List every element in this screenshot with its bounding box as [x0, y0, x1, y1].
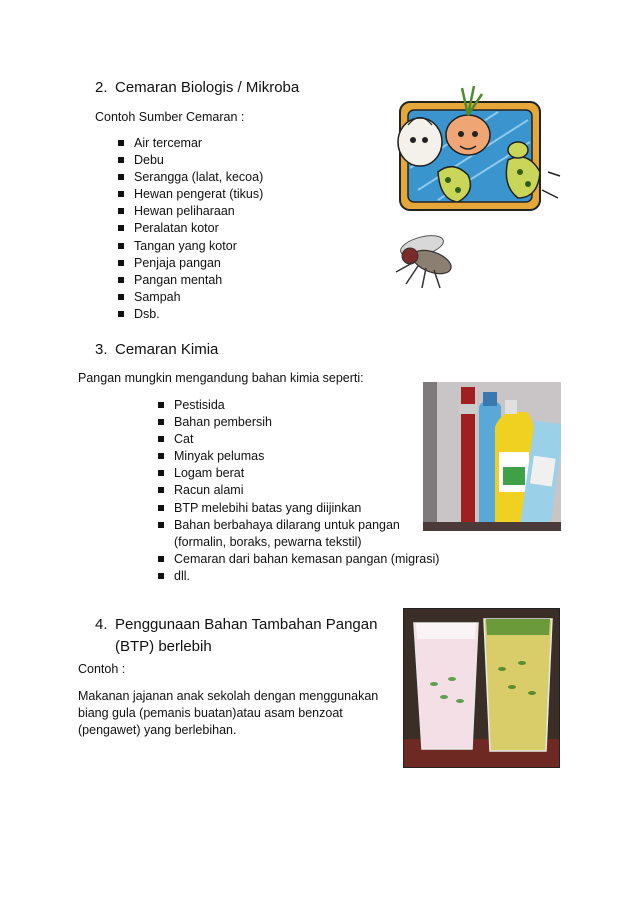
section4-body-line: (pengawet) yang berlebihan.	[78, 723, 237, 737]
section3-heading	[95, 340, 218, 359]
list-item: Minyak pelumas	[158, 448, 439, 465]
list-item: Cemaran dari bahan kemasan pangan (migrasi)	[158, 551, 439, 568]
section4-body-line: Makanan jajanan anak sekolah dengan menggunakan	[78, 689, 379, 703]
section2-list	[118, 135, 263, 323]
section4-body	[78, 688, 378, 739]
section2-title: Cemaran Biologis / Mikroba	[115, 79, 300, 96]
section4-heading	[95, 614, 377, 658]
list-item: Logam berat	[158, 465, 439, 482]
section4-title-line1: Penggunaan Bahan Tambahan Pangan	[115, 616, 378, 633]
section3-intro: Pangan mungkin mengandung bahan kimia seperti:	[78, 371, 364, 385]
list-item: Bahan pembersih	[158, 414, 439, 431]
list-item: Cat	[158, 431, 439, 448]
list-item: Racun alami	[158, 482, 439, 499]
section4-contoh: Contoh :	[78, 662, 126, 676]
list-item-subtext: (formalin, boraks, pewarna tekstil)	[174, 534, 362, 549]
list-item: Pestisida	[158, 397, 439, 414]
cartoon-illustration	[378, 80, 563, 220]
section3-list	[158, 397, 439, 585]
list-item: Sampah	[118, 289, 263, 306]
section4-number: 4.	[95, 616, 108, 633]
section4-body-line: biang gula (pemanis buatan)atau asam benzoat	[78, 706, 343, 720]
list-item: Serangga (lalat, kecoa)	[118, 169, 263, 186]
section2-number: 2.	[95, 79, 108, 96]
list-item: BTP melebihi batas yang diijinkan	[158, 500, 439, 517]
list-item: Peralatan kotor	[118, 220, 263, 237]
list-item: dll.	[158, 568, 439, 585]
section2-intro: Contoh Sumber Cemaran :	[95, 110, 245, 124]
list-item: Pangan mentah	[118, 272, 263, 289]
list-item: Hewan pengerat (tikus)	[118, 186, 263, 203]
list-item: Penjaja pangan	[118, 255, 263, 272]
section4-title-line2: (BTP) berlebih	[115, 638, 212, 655]
list-item: Tangan yang kotor	[118, 238, 263, 255]
list-item: Dsb.	[118, 306, 263, 323]
list-item	[158, 517, 439, 551]
list-item: Air tercemar	[118, 135, 263, 152]
list-item: Debu	[118, 152, 263, 169]
list-item-text: Bahan berbahaya dilarang untuk pangan	[174, 517, 400, 532]
section3-title: Cemaran Kimia	[115, 341, 219, 358]
list-item: Hewan peliharaan	[118, 203, 263, 220]
chemicals-photo	[423, 382, 561, 531]
fly-illustration	[388, 228, 463, 290]
section3-number: 3.	[95, 341, 108, 358]
drinks-photo	[403, 608, 560, 768]
section2-heading	[95, 78, 299, 97]
